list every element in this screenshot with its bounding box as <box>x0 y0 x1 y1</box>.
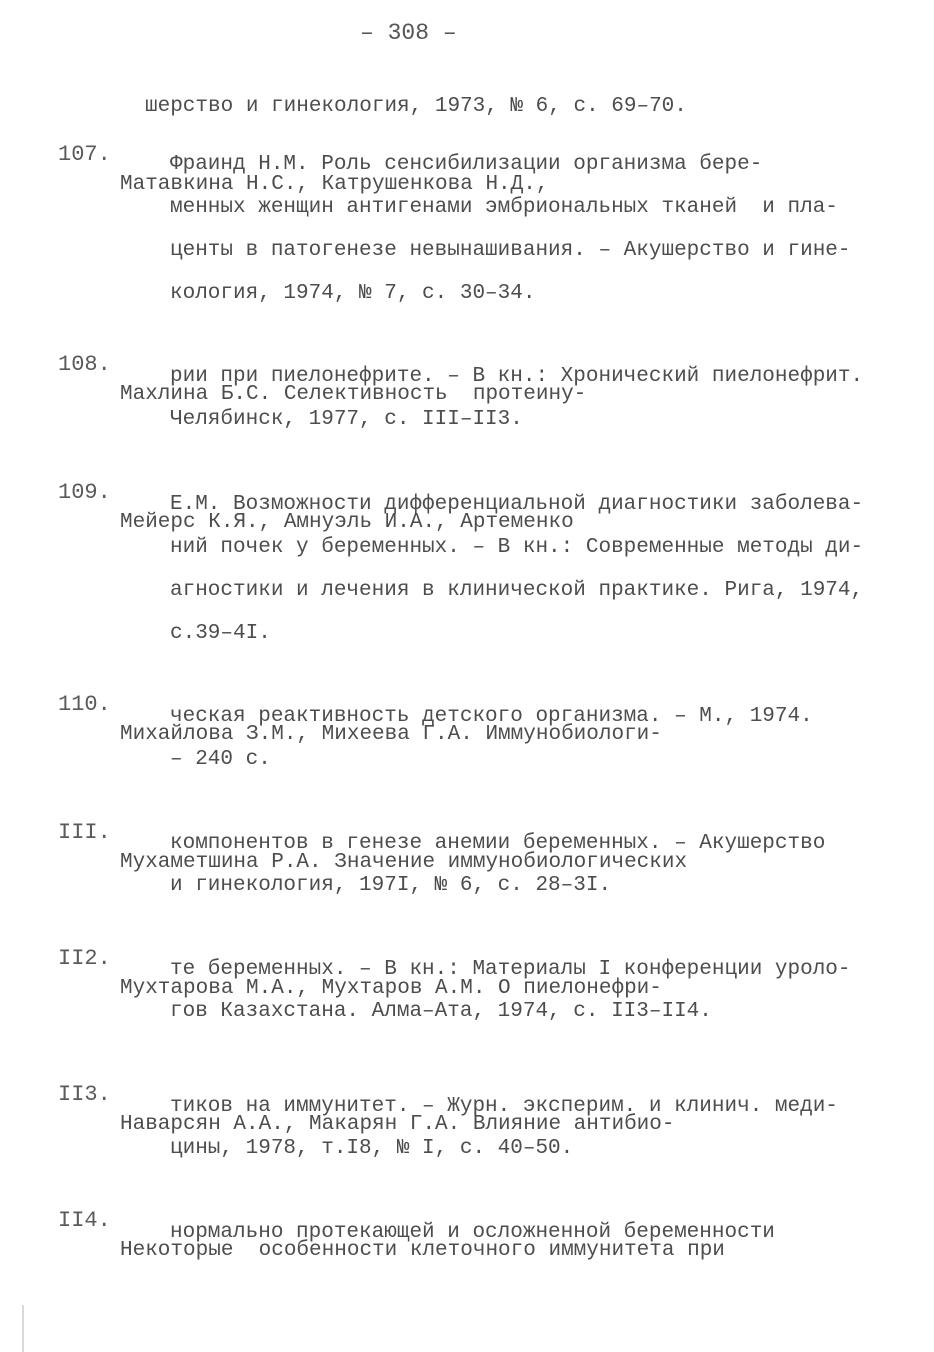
entry-author-line: Михайлова З.М., Михеева Г.А. Иммунобиологи- <box>120 723 662 746</box>
entry-text-line: те беременных. – В кн.: Материалы I конференции уроло- <box>170 958 851 981</box>
entry-number: 107. <box>58 142 111 167</box>
entry-author-line: Матавкина Н.С., Катрушенкова Н.Д., <box>120 173 549 196</box>
entry-number: 109. <box>58 480 111 505</box>
entry-author-line: Мухаметшина Р.А. Значение иммунобиологических <box>120 851 688 874</box>
entry-author-line: Наварсян А.А., Макарян Г.А. Влияние антибио- <box>120 1113 675 1136</box>
entry-text-line: кология, 1974, № 7, с. 30–34. <box>170 282 536 305</box>
entry-number: II4. <box>58 1208 111 1233</box>
entry-text-line: менных женщин антигенами эмбриональных тканей и пла- <box>170 196 838 219</box>
entry-text-line: компонентов в генезе анемии беременных. – Акушерство <box>170 832 826 855</box>
entry-text-line: Е.М. Возможности дифференциальной диагностики заболева- <box>170 493 864 516</box>
entry-text-line: центы в патогенезе невынашивания. – Акушерство и гине- <box>170 239 851 262</box>
entry-number: II2. <box>58 946 111 971</box>
page-number: – 308 – <box>360 20 457 46</box>
entry-text-line: Фраинд Н.М. Роль сенсибилизации организма бере- <box>170 153 763 176</box>
entry-author-line: Некоторые особенности клеточного иммунитета при <box>120 1239 725 1262</box>
entry-text-line: – 240 с. <box>170 748 271 771</box>
entry-text-line: тиков на иммунитет. – Журн. эксперим. и клинич. меди- <box>170 1095 838 1118</box>
entry-text-line: и гинекология, 197I, № 6, с. 28–3I. <box>170 874 612 897</box>
entry-text-line: цины, 1978, т.I8, № I, с. 40–50. <box>170 1137 574 1160</box>
entry-text-line: нормально протекающей и осложненной беременности <box>170 1221 775 1244</box>
leading-line <box>0 62 687 118</box>
entry-text-line: Челябинск, 1977, с. III–II3. <box>170 408 523 431</box>
entry-text-line: гов Казахстана. Алма–Ата, 1974, с. II3–II4. <box>170 1000 712 1023</box>
continuation-text: шерство и гинекология, 1973, № 6, с. 69–70. <box>145 95 687 118</box>
entry-author-line: Мухтарова М.А., Мухтаров А.М. О пиелонефри- <box>120 977 662 1000</box>
entry-number: III. <box>58 820 111 845</box>
scan-margin-line <box>22 1305 24 1352</box>
entry-number: II3. <box>58 1082 111 1107</box>
entry-number: 110. <box>58 692 111 717</box>
entry-text-line: агностики и лечения в клинической практике. Рига, 1974, <box>170 579 864 602</box>
entry-text-line: с.39–4I. <box>170 622 271 645</box>
entry-author-line: Мейерс К.Я., Амнуэль И.А., Артеменко <box>120 511 574 534</box>
entry-number: 108. <box>58 352 111 377</box>
entry-text-line: ний почек у беременных. – В кн.: Современные методы ди- <box>170 536 864 559</box>
entry-text-line: рии при пиелонефрите. – В кн.: Хронический пиелонефрит. <box>170 365 864 388</box>
entry-text-line: ческая реактивность детского организма. – М., 1974. <box>170 705 813 728</box>
entry-author-line: Махлина Б.С. Селективность протеину- <box>120 383 587 406</box>
